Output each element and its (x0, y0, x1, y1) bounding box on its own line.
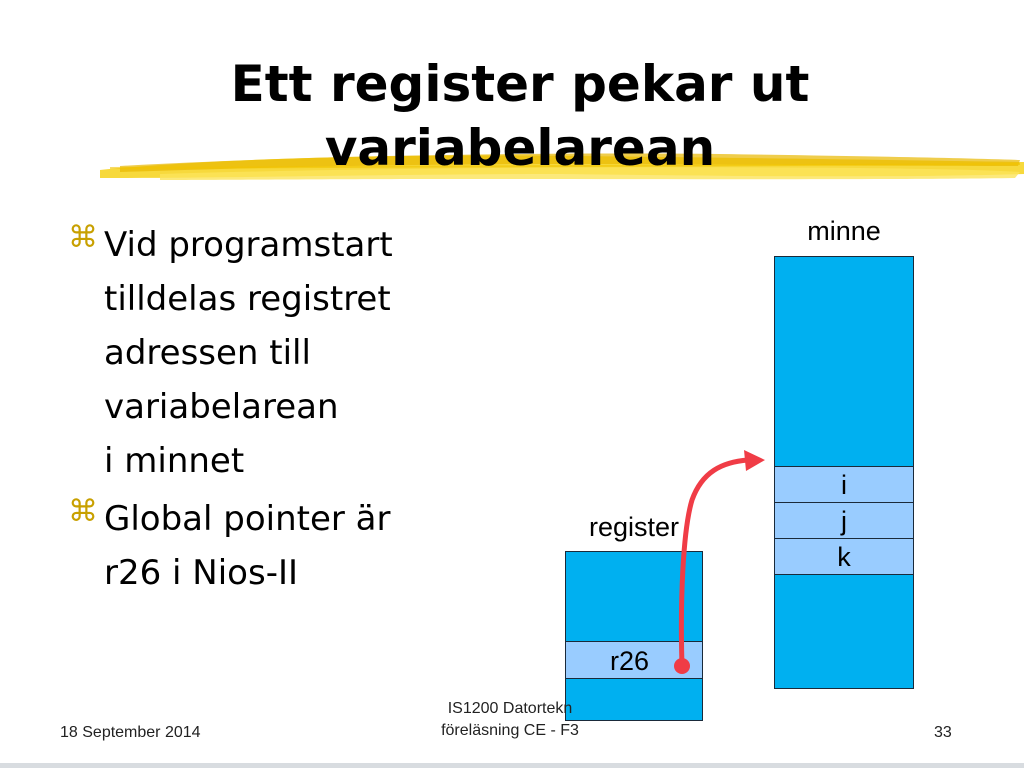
memory-label: minne (807, 216, 881, 246)
register-label: register (588, 512, 680, 542)
bullet-text-line: tilldelas registret (104, 279, 391, 319)
bullet-text-line: r26 i Nios-II (104, 553, 299, 593)
title-line-2: variabelarean (324, 119, 716, 177)
bullet-text-line: adressen till (104, 333, 311, 373)
page-number: 33 (934, 724, 952, 741)
footer-course-line-2: föreläsning CE - F3 (441, 722, 579, 739)
bullet-marker-icon: ⌘ (68, 494, 98, 529)
bullet-text-line: i minnet (104, 441, 245, 481)
bullet-text-line: Vid programstart (104, 225, 393, 265)
slide-title (120, 52, 920, 180)
register-cell-r26: r26 (565, 641, 703, 679)
footer-date: 18 September 2014 (60, 724, 201, 741)
memory-cell-k: k (774, 538, 914, 575)
memory-cell-i: i (774, 466, 914, 503)
bullet-text-line: Global pointer är (104, 499, 391, 539)
footer-course-line-1: IS1200 Datortekn (447, 700, 573, 717)
title-line-1: Ett register pekar ut (230, 55, 810, 113)
bullet-text-line: variabelarean (104, 387, 339, 427)
memory-cell-j: j (774, 502, 914, 539)
bullet-marker-icon: ⌘ (68, 220, 98, 255)
